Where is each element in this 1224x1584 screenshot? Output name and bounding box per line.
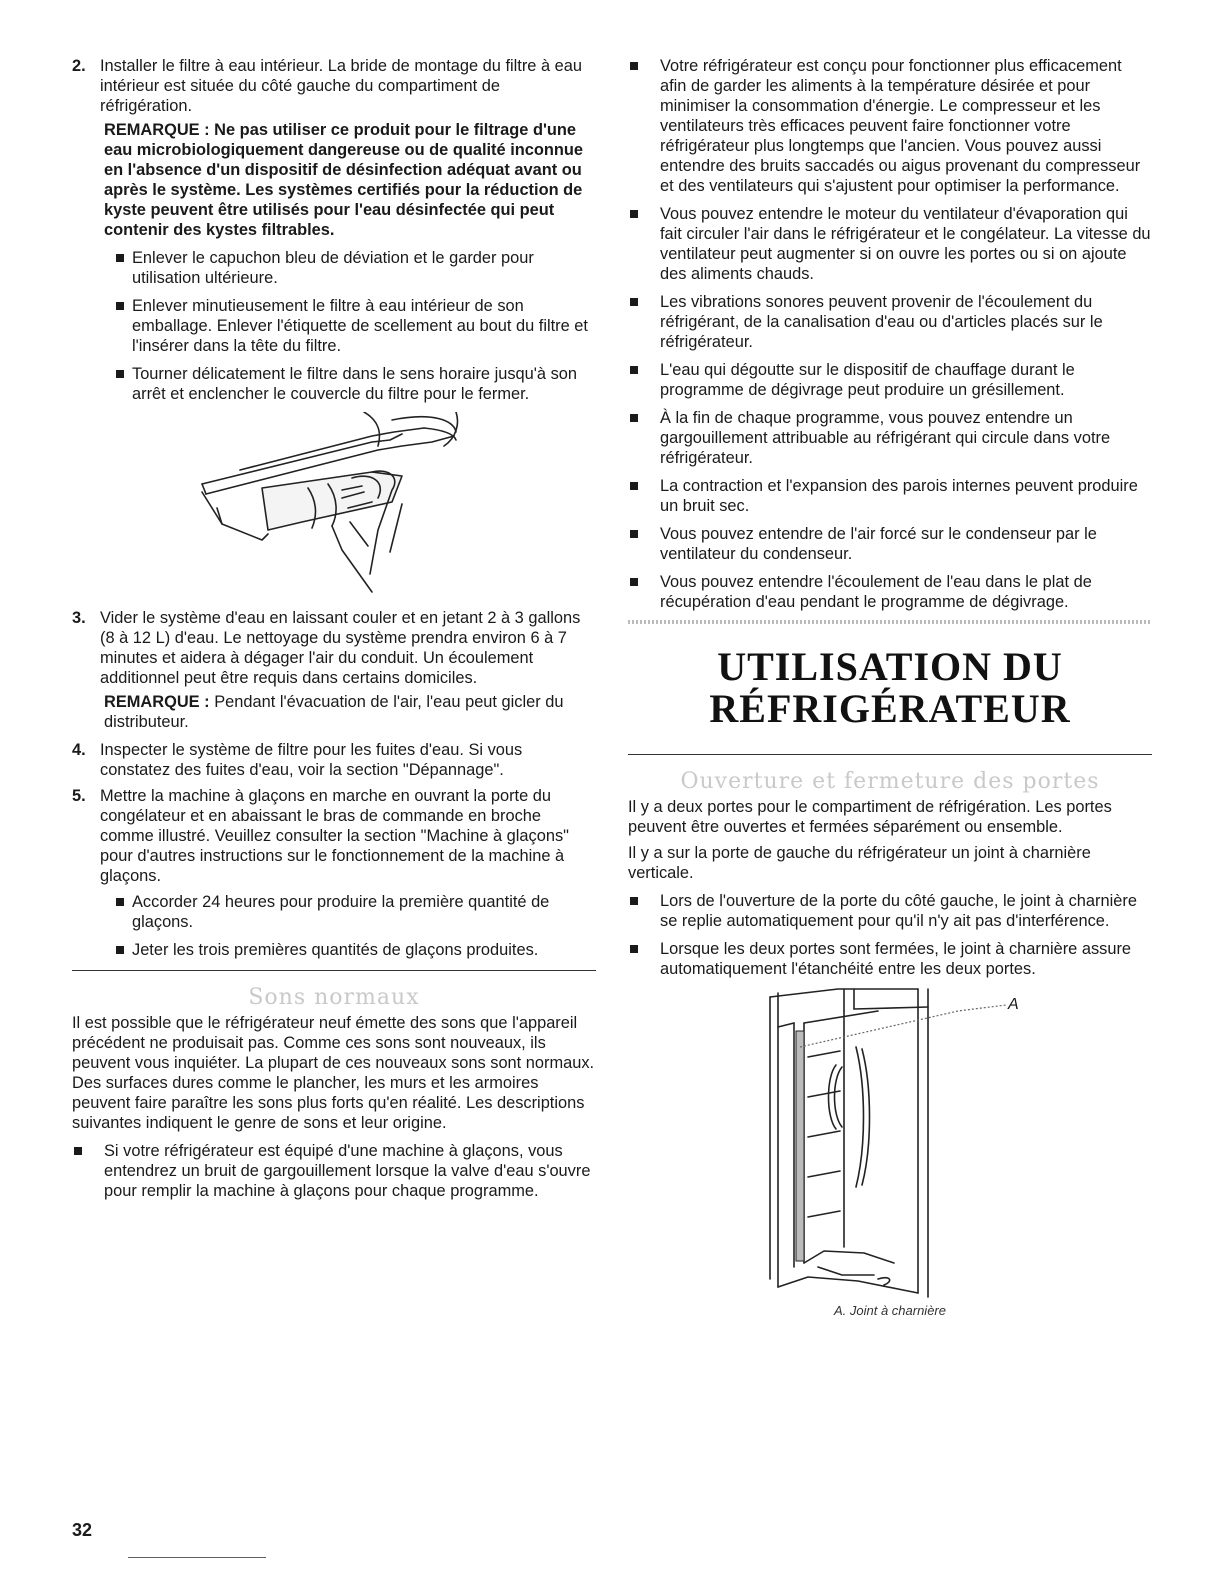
filter-bullets (72, 248, 596, 404)
list-item: Enlever minutieusement le filtre à eau intérieur de son emballage. Enlever l'étiquette de scellement au bout du filtre et l'insérer dans la tête du filtre. (72, 296, 596, 356)
step-4 (72, 740, 596, 780)
bullet-icon (630, 298, 638, 306)
list-item: Lorsque les deux portes sont fermées, le joint à charnière assure automatiquement l'étanchéité entre les deux portes. (628, 939, 1152, 979)
bullet-icon (74, 1147, 82, 1155)
portes-para-1: Il y a deux portes pour le compartiment de réfrigération. Les portes peuvent être ouvertes et fermées séparément ou ensemble. (628, 798, 1112, 836)
list-item: Les vibrations sonores peuvent provenir de l'écoulement du réfrigérant, de la canalisation d'eau ou d'articles placés sur le réfrigérateur. (628, 292, 1152, 352)
section-title-portes: Ouverture et fermeture des portes (680, 769, 1100, 794)
list-item: Lors de l'ouverture de la porte du côté gauche, le joint à charnière se replie automatiquement pour qu'il n'y ait pas d'interférence. (628, 891, 1152, 931)
main-title-line-1: UTILISATION DU (717, 644, 1063, 689)
step-text: Mettre la machine à glaçons en marche en ouvrant la porte du congélateur et en abaissant le bras de commande en broche comme illustré. Veuillez consulter la section "Machine à glaçons" pour d'autres instructions sur le fonctionnement de la machine à glaçons. (100, 787, 569, 885)
list-item: Enlever le capuchon bleu de déviation et le garder pour utilisation ultérieure. (72, 248, 596, 288)
bullet-icon (630, 897, 638, 905)
bullet-icon (630, 210, 638, 218)
step-3 (72, 608, 596, 688)
portes-para-2: Il y a sur la porte de gauche du réfrigérateur un joint à charnière verticale. (628, 844, 1091, 882)
bullet-icon (630, 578, 638, 586)
note-label: REMARQUE : (104, 693, 210, 711)
section-divider (72, 970, 596, 971)
note-text: Pendant l'évacuation de l'air, l'eau peut gicler du distributeur. (104, 693, 564, 731)
refrigerator-figure (628, 987, 1152, 1317)
step-text: Inspecter le système de filtre pour les fuites d'eau. Si vous constatez des fuites d'eau, voir la section "Dépannage". (100, 741, 523, 779)
step-2 (72, 56, 596, 116)
bullet-icon (630, 530, 638, 538)
bullet-icon (116, 946, 124, 954)
bullet-icon (630, 945, 638, 953)
list-item: Votre réfrigérateur est conçu pour fonctionner plus efficacement afin de garder les aliments à la température désirée et pour minimiser la consommation d'énergie. Le compresseur et les ventilateurs très efficaces peuvent faire fonctionner votre réfrigérateur plus longtemps que l'ancien. Vous pouvez aussi entendre des bruits saccadés ou aigus provenant du compresseur et des ventilateurs qui s'ajustent pour optimiser la performance. (628, 56, 1152, 196)
bullet-icon (630, 482, 638, 490)
list-item: Vous pouvez entendre de l'air forcé sur le condenseur par le ventilateur du condenseur. (628, 524, 1152, 564)
bullet-icon (116, 370, 124, 378)
list-item: Vous pouvez entendre l'écoulement de l'eau dans le plat de récupération d'eau pendant le programme de dégivrage. (628, 572, 1152, 612)
list-item: Vous pouvez entendre le moteur du ventilateur d'évaporation qui fait circuler l'air dans le réfrigérateur et le congélateur. La vitesse du ventilateur peut augmenter si on ouvre les portes ou si on ajoute des aliments chauds. (628, 204, 1152, 284)
left-column (72, 56, 596, 1209)
bullet-icon (116, 302, 124, 310)
figure-caption: A. Joint à charnière (833, 1303, 946, 1318)
step-number: 3. (72, 609, 86, 627)
sons-bullets (72, 1141, 596, 1201)
list-item: Jeter les trois premières quantités de glaçons produites. (72, 940, 596, 960)
bullet-icon (116, 254, 124, 262)
main-title (628, 624, 1152, 754)
filter-note: REMARQUE : Ne pas utiliser ce produit pour le filtrage d'une eau microbiologiquement dangereuse ou de qualité inconnue en l'absence d'un dispositif de désinfection adéquat avant ou après le système. Les systèmes certifiés pour la réduction de kyste peuvent être utilisés pour l'eau désinfectée qui peut contenir des kystes filtrables. (104, 121, 584, 239)
list-item: Si votre réfrigérateur est équipé d'une machine à glaçons, vous entendrez un bruit de gargouillement lorsque la valve d'eau s'ouvre pour remplir la machine à glaçons pour chaque programme. (72, 1141, 596, 1201)
water-filter-illustration (72, 412, 596, 602)
refrigerator-door-illustration (628, 987, 1152, 1307)
list-item: Accorder 24 heures pour produire la première quantité de glaçons. (72, 892, 596, 932)
step-5 (72, 786, 596, 886)
bullet-icon (116, 898, 124, 906)
right-column (628, 56, 1152, 1317)
bullet-icon (630, 366, 638, 374)
bullet-icon (630, 62, 638, 70)
ice-bullets (72, 892, 596, 960)
flush-note (72, 692, 596, 732)
sons-intro: Il est possible que le réfrigérateur neuf émette des sons que l'appareil précédent ne produisait pas. Comme ces sons sont nouveaux, ils peuvent vous inquiéter. La plupart de ces nouveaux sons sont normaux. Des surfaces dures comme le plancher, les murs et les armoires peuvent faire paraître les sons plus forts qu'en réalité. Les descriptions suivantes indiquent le genre de sons et leur origine. (72, 1014, 595, 1132)
step-number: 5. (72, 787, 86, 805)
step-number: 2. (72, 57, 86, 75)
portes-bullets (628, 891, 1152, 979)
step-text: Installer le filtre à eau intérieur. La bride de montage du filtre à eau intérieur est située du côté gauche du compartiment de réfrigération. (100, 57, 582, 115)
list-item: L'eau qui dégoutte sur le dispositif de chauffage durant le programme de dégivrage peut produire un grésillement. (628, 360, 1152, 400)
step-text: Vider le système d'eau en laissant couler et en jetant 2 à 3 gallons (8 à 12 L) d'eau. Le nettoyage du système prendra environ 6 à 7 minutes et aidera à dégager l'air du conduit. Un écoulement additionnel peut être requis dans certains domiciles. (100, 609, 581, 687)
page-number: 32 (72, 1520, 93, 1540)
callout-a: A (1008, 996, 1019, 1013)
list-item: La contraction et l'expansion des parois internes peuvent produire un bruit sec. (628, 476, 1152, 516)
list-item: À la fin de chaque programme, vous pouvez entendre un gargouillement attribuable au réfrigérant qui circule dans votre réfrigérateur. (628, 408, 1152, 468)
section-divider (628, 754, 1152, 755)
sounds-bullets (628, 56, 1152, 612)
step-number: 4. (72, 741, 86, 759)
main-title-line-2: RÉFRIGÉRATEUR (709, 686, 1071, 731)
list-item: Tourner délicatement le filtre dans le sens horaire jusqu'à son arrêt et enclencher le couvercle du filtre pour le fermer. (72, 364, 596, 404)
bullet-icon (630, 414, 638, 422)
bottom-rule (128, 1557, 266, 1558)
section-title-sons: Sons normaux (248, 985, 420, 1010)
